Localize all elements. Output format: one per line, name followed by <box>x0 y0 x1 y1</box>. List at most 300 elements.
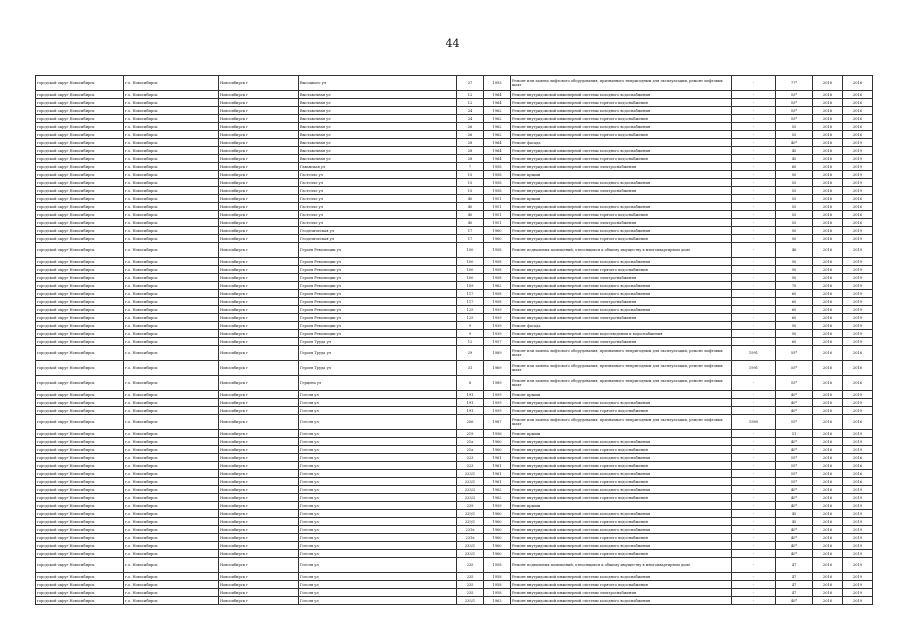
build-year-cell: 1960 <box>484 550 511 558</box>
table-row <box>36 306 873 314</box>
settlement-cell: Новосибирск г <box>219 502 299 510</box>
street-cell: Выставочная ул <box>299 91 457 99</box>
work-type-cell: Ремонт или замена лифтового оборудования, признанного непригодным для эксплуатации, ремонт лифтовых шахт <box>511 415 732 430</box>
last-repair-year-cell: - <box>732 534 776 542</box>
table-row <box>36 558 873 573</box>
table-row <box>36 211 873 219</box>
plan-start-year-cell: 2016 <box>813 235 843 243</box>
work-type-cell: Ремонт фасада <box>511 322 732 330</box>
table-row <box>36 415 873 430</box>
table-row <box>36 330 873 338</box>
table-row <box>36 290 873 298</box>
table-row <box>36 203 873 211</box>
settlement-cell: Новосибирск г <box>219 290 299 298</box>
work-type-cell: Ремонт внутридомовой инженерной системы холодного водоснабжения <box>511 179 732 187</box>
settlement-cell: Новосибирск г <box>219 155 299 163</box>
settlement-cell: Новосибирск г <box>219 171 299 179</box>
settlement-cell: Новосибирск г <box>219 526 299 534</box>
wear-percent-cell: 55* <box>776 478 813 486</box>
work-type-cell: Ремонт внутридомовой инженерной системы электроснабжения <box>511 219 732 227</box>
house-number-cell: 28 <box>457 139 484 147</box>
wear-percent-cell: 47 <box>776 589 813 597</box>
house-number-cell: 17 <box>457 235 484 243</box>
district-cell: г.о. Новосибирск <box>124 550 219 558</box>
last-repair-year-cell: - <box>732 399 776 407</box>
build-year-cell: 1960 <box>484 542 511 550</box>
district-cell: г.о. Новосибирск <box>124 219 219 227</box>
table-row <box>36 123 873 131</box>
municipality-cell: городской округ Новосибирск <box>36 502 124 510</box>
table-row <box>36 510 873 518</box>
table-row <box>36 518 873 526</box>
last-repair-year-cell: - <box>732 526 776 534</box>
plan-end-year-cell: 2019 <box>843 147 873 155</box>
table-row <box>36 99 873 107</box>
table-row <box>36 573 873 581</box>
street-cell: Выставочная ул <box>299 99 457 107</box>
district-cell: г.о. Новосибирск <box>124 438 219 446</box>
last-repair-year-cell: - <box>732 298 776 306</box>
municipality-cell: городской округ Новосибирск <box>36 107 124 115</box>
plan-end-year-cell: 2019 <box>843 550 873 558</box>
plan-end-year-cell: 2016 <box>843 361 873 376</box>
municipality-cell: городской округ Новосибирск <box>36 243 124 258</box>
settlement-cell: Новосибирск г <box>219 298 299 306</box>
table-row <box>36 534 873 542</box>
plan-end-year-cell: 2016 <box>843 346 873 361</box>
street-cell: Гастелло ул <box>299 195 457 203</box>
settlement-cell: Новосибирск г <box>219 227 299 235</box>
settlement-cell: Новосибирск г <box>219 581 299 589</box>
plan-start-year-cell: 2016 <box>813 123 843 131</box>
district-cell: г.о. Новосибирск <box>124 526 219 534</box>
plan-start-year-cell: 2016 <box>813 258 843 266</box>
municipality-cell: городской округ Новосибирск <box>36 589 124 597</box>
street-cell: Героев Революции ул <box>299 322 457 330</box>
last-repair-year-cell: - <box>732 558 776 573</box>
district-cell: г.о. Новосибирск <box>124 558 219 573</box>
street-cell: Гоголя ул <box>299 415 457 430</box>
wear-percent-cell: 51 <box>776 430 813 438</box>
wear-percent-cell: 40* <box>776 494 813 502</box>
plan-start-year-cell: 2016 <box>813 243 843 258</box>
last-repair-year-cell: - <box>732 91 776 99</box>
house-number-cell: 100 <box>457 266 484 274</box>
house-number-cell: 28 <box>457 147 484 155</box>
table-row <box>36 274 873 282</box>
table-row <box>36 446 873 454</box>
build-year-cell: 1957 <box>484 338 511 346</box>
wear-percent-cell: 55* <box>776 99 813 107</box>
wear-percent-cell: 55 <box>776 211 813 219</box>
last-repair-year-cell: - <box>732 407 776 415</box>
settlement-cell: Новосибирск г <box>219 573 299 581</box>
plan-start-year-cell: 2016 <box>813 438 843 446</box>
last-repair-year-cell: - <box>732 139 776 147</box>
plan-start-year-cell: 2016 <box>813 187 843 195</box>
settlement-cell: Новосибирск г <box>219 454 299 462</box>
plan-end-year-cell: 2016 <box>843 131 873 139</box>
plan-start-year-cell: 2016 <box>813 131 843 139</box>
build-year-cell: 1958 <box>484 179 511 187</box>
municipality-cell: городской округ Новосибирск <box>36 139 124 147</box>
work-type-cell: Ремонт внутридомовой инженерной системы водоотведения и водоснабжения <box>511 330 732 338</box>
build-year-cell: 1959 <box>484 399 511 407</box>
last-repair-year-cell: - <box>732 330 776 338</box>
work-type-cell: Ремонт внутридомовой инженерной системы горячего водоснабжения <box>511 211 732 219</box>
work-type-cell: Ремонт внутридомовой инженерной системы электроснабжения <box>511 187 732 195</box>
settlement-cell: Новосибирск г <box>219 470 299 478</box>
street-cell: Героев Революции ул <box>299 282 457 290</box>
municipality-cell: городской округ Новосибирск <box>36 179 124 187</box>
build-year-cell: 1958 <box>484 243 511 258</box>
house-number-cell: 12 <box>457 99 484 107</box>
house-number-cell: 15 <box>457 171 484 179</box>
house-number-cell: 100 <box>457 243 484 258</box>
house-number-cell: 40 <box>457 219 484 227</box>
last-repair-year-cell: - <box>732 155 776 163</box>
house-number-cell: 219 <box>457 430 484 438</box>
settlement-cell: Новосибирск г <box>219 558 299 573</box>
municipality-cell: городской округ Новосибирск <box>36 558 124 573</box>
build-year-cell: 1958 <box>484 290 511 298</box>
house-number-cell: 191 <box>457 391 484 399</box>
house-number-cell: 7 <box>457 163 484 171</box>
district-cell: г.о. Новосибирск <box>124 314 219 322</box>
house-number-cell: 235 <box>457 573 484 581</box>
plan-start-year-cell: 2016 <box>813 171 843 179</box>
street-cell: Гоголя ул <box>299 550 457 558</box>
street-cell: Героев Труда ул <box>299 338 457 346</box>
house-number-cell: 27 <box>457 76 484 91</box>
plan-end-year-cell: 2019 <box>843 179 873 187</box>
house-number-cell: 206 <box>457 415 484 430</box>
table-row <box>36 147 873 155</box>
work-type-cell: Ремонт внутридомовой инженерной системы горячего водоснабжения <box>511 478 732 486</box>
table-row <box>36 361 873 376</box>
last-repair-year-cell: - <box>732 171 776 179</box>
district-cell: г.о. Новосибирск <box>124 99 219 107</box>
municipality-cell: городской округ Новосибирск <box>36 147 124 155</box>
table-row <box>36 322 873 330</box>
table-row <box>36 115 873 123</box>
build-year-cell: 1958 <box>484 171 511 179</box>
house-number-cell: 28 <box>457 155 484 163</box>
municipality-cell: городской округ Новосибирск <box>36 330 124 338</box>
street-cell: Гастелло ул <box>299 171 457 179</box>
municipality-cell: городской округ Новосибирск <box>36 542 124 550</box>
municipality-cell: городской округ Новосибирск <box>36 391 124 399</box>
plan-start-year-cell: 2016 <box>813 581 843 589</box>
table-row <box>36 314 873 322</box>
house-number-cell: 235/1 <box>457 597 484 605</box>
district-cell: г.о. Новосибирск <box>124 518 219 526</box>
district-cell: г.о. Новосибирск <box>124 115 219 123</box>
wear-percent-cell: 40* <box>776 407 813 415</box>
last-repair-year-cell: 1991 <box>732 346 776 361</box>
plan-end-year-cell: 2019 <box>843 407 873 415</box>
table-row <box>36 282 873 290</box>
settlement-cell: Новосибирск г <box>219 542 299 550</box>
settlement-cell: Новосибирск г <box>219 438 299 446</box>
district-cell: г.о. Новосибирск <box>124 446 219 454</box>
last-repair-year-cell: - <box>732 338 776 346</box>
plan-start-year-cell: 2016 <box>813 376 843 391</box>
wear-percent-cell: 60 <box>776 306 813 314</box>
plan-start-year-cell: 2016 <box>813 298 843 306</box>
last-repair-year-cell: - <box>732 430 776 438</box>
wear-percent-cell: 50 <box>776 171 813 179</box>
district-cell: г.о. Новосибирск <box>124 407 219 415</box>
build-year-cell: 1960 <box>484 227 511 235</box>
district-cell: г.о. Новосибирск <box>124 478 219 486</box>
build-year-cell: 1987 <box>484 415 511 430</box>
work-type-cell: Ремонт крыши <box>511 195 732 203</box>
municipality-cell: городской округ Новосибирск <box>36 510 124 518</box>
plan-end-year-cell: 2019 <box>843 399 873 407</box>
table-row <box>36 187 873 195</box>
plan-start-year-cell: 2016 <box>813 227 843 235</box>
house-number-cell: 15 <box>457 179 484 187</box>
municipality-cell: городской округ Новосибирск <box>36 346 124 361</box>
build-year-cell: 1962 <box>484 123 511 131</box>
table-row <box>36 163 873 171</box>
last-repair-year-cell: - <box>732 306 776 314</box>
street-cell: Героев Революции ул <box>299 314 457 322</box>
last-repair-year-cell: - <box>732 314 776 322</box>
district-cell: г.о. Новосибирск <box>124 338 219 346</box>
plan-start-year-cell: 2016 <box>813 470 843 478</box>
wear-percent-cell: 45 <box>776 147 813 155</box>
municipality-cell: городской округ Новосибирск <box>36 171 124 179</box>
wear-percent-cell: 40* <box>776 542 813 550</box>
wear-percent-cell: 50 <box>776 258 813 266</box>
wear-percent-cell: 55 <box>776 219 813 227</box>
plan-end-year-cell: 2019 <box>843 139 873 147</box>
table-row <box>36 338 873 346</box>
street-cell: Выставочная ул <box>299 123 457 131</box>
last-repair-year-cell: - <box>732 510 776 518</box>
work-type-cell: Ремонт внутридомовой инженерной системы холодного водоснабжения <box>511 399 732 407</box>
plan-end-year-cell: 2016 <box>843 91 873 99</box>
settlement-cell: Новосибирск г <box>219 391 299 399</box>
work-type-cell: Ремонт внутридомовой инженерной системы холодного водоснабжения <box>511 290 732 298</box>
work-type-cell: Ремонт внутридомовой инженерной системы горячего водоснабжения <box>511 581 732 589</box>
district-cell: г.о. Новосибирск <box>124 211 219 219</box>
settlement-cell: Новосибирск г <box>219 274 299 282</box>
build-year-cell: 1939 <box>484 322 511 330</box>
district-cell: г.о. Новосибирск <box>124 597 219 605</box>
wear-percent-cell: 40* <box>776 597 813 605</box>
house-number-cell: 9 <box>457 330 484 338</box>
district-cell: г.о. Новосибирск <box>124 462 219 470</box>
district-cell: г.о. Новосибирск <box>124 502 219 510</box>
street-cell: Героев Революции ул <box>299 306 457 314</box>
last-repair-year-cell: - <box>732 494 776 502</box>
build-year-cell: 1961 <box>484 478 511 486</box>
plan-end-year-cell: 2019 <box>843 235 873 243</box>
plan-end-year-cell: 2019 <box>843 502 873 510</box>
district-cell: г.о. Новосибирск <box>124 155 219 163</box>
district-cell: г.о. Новосибирск <box>124 589 219 597</box>
plan-end-year-cell: 2019 <box>843 155 873 163</box>
house-number-cell: 223/1 <box>457 478 484 486</box>
street-cell: Гастелло ул <box>299 179 457 187</box>
plan-end-year-cell: 2016 <box>843 478 873 486</box>
table-row <box>36 227 873 235</box>
work-type-cell: Ремонт внутридомовой инженерной системы холодного водоснабжения <box>511 107 732 115</box>
settlement-cell: Новосибирск г <box>219 203 299 211</box>
last-repair-year-cell: - <box>732 573 776 581</box>
work-type-cell: Ремонт внутридомовой инженерной системы холодного водоснабжения <box>511 470 732 478</box>
district-cell: г.о. Новосибирск <box>124 322 219 330</box>
settlement-cell: Новосибирск г <box>219 306 299 314</box>
settlement-cell: Новосибирск г <box>219 478 299 486</box>
house-number-cell: 125 <box>457 306 484 314</box>
plan-end-year-cell: 2019 <box>843 494 873 502</box>
last-repair-year-cell: - <box>732 195 776 203</box>
plan-start-year-cell: 2016 <box>813 550 843 558</box>
municipality-cell: городской округ Новосибирск <box>36 494 124 502</box>
table-row <box>36 139 873 147</box>
table-row <box>36 131 873 139</box>
house-number-cell: 231а <box>457 526 484 534</box>
plan-start-year-cell: 2016 <box>813 179 843 187</box>
street-cell: Гоголя ул <box>299 526 457 534</box>
district-cell: г.о. Новосибирск <box>124 235 219 243</box>
house-number-cell: 229/1 <box>457 518 484 526</box>
street-cell: Гоголя ул <box>299 478 457 486</box>
wear-percent-cell: 50 <box>776 266 813 274</box>
plan-end-year-cell: 2019 <box>843 430 873 438</box>
settlement-cell: Новосибирск г <box>219 195 299 203</box>
plan-end-year-cell: 2019 <box>843 306 873 314</box>
street-cell: Выставочная ул <box>299 131 457 139</box>
settlement-cell: Новосибирск г <box>219 430 299 438</box>
plan-end-year-cell: 2019 <box>843 243 873 258</box>
district-cell: г.о. Новосибирск <box>124 171 219 179</box>
street-cell: Гастелло ул <box>299 187 457 195</box>
plan-start-year-cell: 2016 <box>813 430 843 438</box>
municipality-cell: городской округ Новосибирск <box>36 163 124 171</box>
wear-percent-cell: 50 <box>776 235 813 243</box>
house-number-cell: 117 <box>457 298 484 306</box>
table-row <box>36 243 873 258</box>
plan-end-year-cell: 2016 <box>843 219 873 227</box>
house-number-cell: 29 <box>457 346 484 361</box>
plan-end-year-cell: 2019 <box>843 526 873 534</box>
table-row <box>36 581 873 589</box>
house-number-cell: 225/2 <box>457 494 484 502</box>
last-repair-year-cell: - <box>732 322 776 330</box>
district-cell: г.о. Новосибирск <box>124 243 219 258</box>
last-repair-year-cell: - <box>732 470 776 478</box>
last-repair-year-cell: - <box>732 211 776 219</box>
district-cell: г.о. Новосибирск <box>124 123 219 131</box>
plan-start-year-cell: 2016 <box>813 415 843 430</box>
last-repair-year-cell: - <box>732 243 776 258</box>
work-type-cell: Ремонт внутридомовой инженерной системы горячего водоснабжения <box>511 550 732 558</box>
house-number-cell: 231а <box>457 534 484 542</box>
build-year-cell: 1958 <box>484 274 511 282</box>
table-row <box>36 346 873 361</box>
wear-percent-cell: 55* <box>776 454 813 462</box>
street-cell: Гоголя ул <box>299 542 457 550</box>
house-number-cell: 223/1 <box>457 470 484 478</box>
municipality-cell: городской округ Новосибирск <box>36 266 124 274</box>
wear-percent-cell: 40* <box>776 550 813 558</box>
wear-percent-cell: 60 <box>776 314 813 322</box>
district-cell: г.о. Новосибирск <box>124 131 219 139</box>
wear-percent-cell: 40* <box>776 438 813 446</box>
municipality-cell: городской округ Новосибирск <box>36 470 124 478</box>
plan-start-year-cell: 2016 <box>813 147 843 155</box>
plan-start-year-cell: 2016 <box>813 155 843 163</box>
wear-percent-cell: 45 <box>776 518 813 526</box>
table-row <box>36 266 873 274</box>
plan-end-year-cell: 2019 <box>843 298 873 306</box>
build-year-cell: 1993 <box>484 76 511 91</box>
table-row <box>36 486 873 494</box>
settlement-cell: Новосибирск г <box>219 446 299 454</box>
house-number-cell: 21а <box>457 438 484 446</box>
build-year-cell: 1964 <box>484 139 511 147</box>
plan-start-year-cell: 2016 <box>813 219 843 227</box>
build-year-cell: 1960 <box>484 446 511 454</box>
settlement-cell: Новосибирск г <box>219 266 299 274</box>
last-repair-year-cell: - <box>732 478 776 486</box>
wear-percent-cell: 55* <box>776 462 813 470</box>
last-repair-year-cell: - <box>732 282 776 290</box>
street-cell: Выставочная ул <box>299 107 457 115</box>
build-year-cell: 1958 <box>484 589 511 597</box>
district-cell: г.о. Новосибирск <box>124 494 219 502</box>
street-cell: Выставочная ул <box>299 139 457 147</box>
plan-start-year-cell: 2016 <box>813 211 843 219</box>
wear-percent-cell: 55* <box>776 361 813 376</box>
plan-start-year-cell: 2016 <box>813 407 843 415</box>
house-number-cell: 40 <box>457 195 484 203</box>
district-cell: г.о. Новосибирск <box>124 266 219 274</box>
district-cell: г.о. Новосибирск <box>124 290 219 298</box>
municipality-cell: городской округ Новосибирск <box>36 282 124 290</box>
house-number-cell: 235 <box>457 558 484 573</box>
plan-start-year-cell: 2016 <box>813 282 843 290</box>
plan-start-year-cell: 2016 <box>813 399 843 407</box>
wear-percent-cell: 55* <box>776 346 813 361</box>
wear-percent-cell: 77* <box>776 76 813 91</box>
street-cell: Героев Революции ул <box>299 330 457 338</box>
house-number-cell: 223 <box>457 454 484 462</box>
build-year-cell: 1959 <box>484 391 511 399</box>
wear-percent-cell: 47 <box>776 573 813 581</box>
street-cell: Гоголя ул <box>299 589 457 597</box>
table-row <box>36 407 873 415</box>
settlement-cell: Новосибирск г <box>219 107 299 115</box>
plan-start-year-cell: 2016 <box>813 518 843 526</box>
district-cell: г.о. Новосибирск <box>124 454 219 462</box>
plan-start-year-cell: 2016 <box>813 486 843 494</box>
build-year-cell: 1962 <box>484 115 511 123</box>
street-cell: Героев Революции ул <box>299 266 457 274</box>
settlement-cell: Новосибирск г <box>219 76 299 91</box>
municipality-cell: городской округ Новосибирск <box>36 526 124 534</box>
build-year-cell: 1959 <box>484 314 511 322</box>
district-cell: г.о. Новосибирск <box>124 470 219 478</box>
street-cell: Гоголя ул <box>299 446 457 454</box>
wear-percent-cell: 60 <box>776 290 813 298</box>
wear-percent-cell: 55 <box>776 179 813 187</box>
